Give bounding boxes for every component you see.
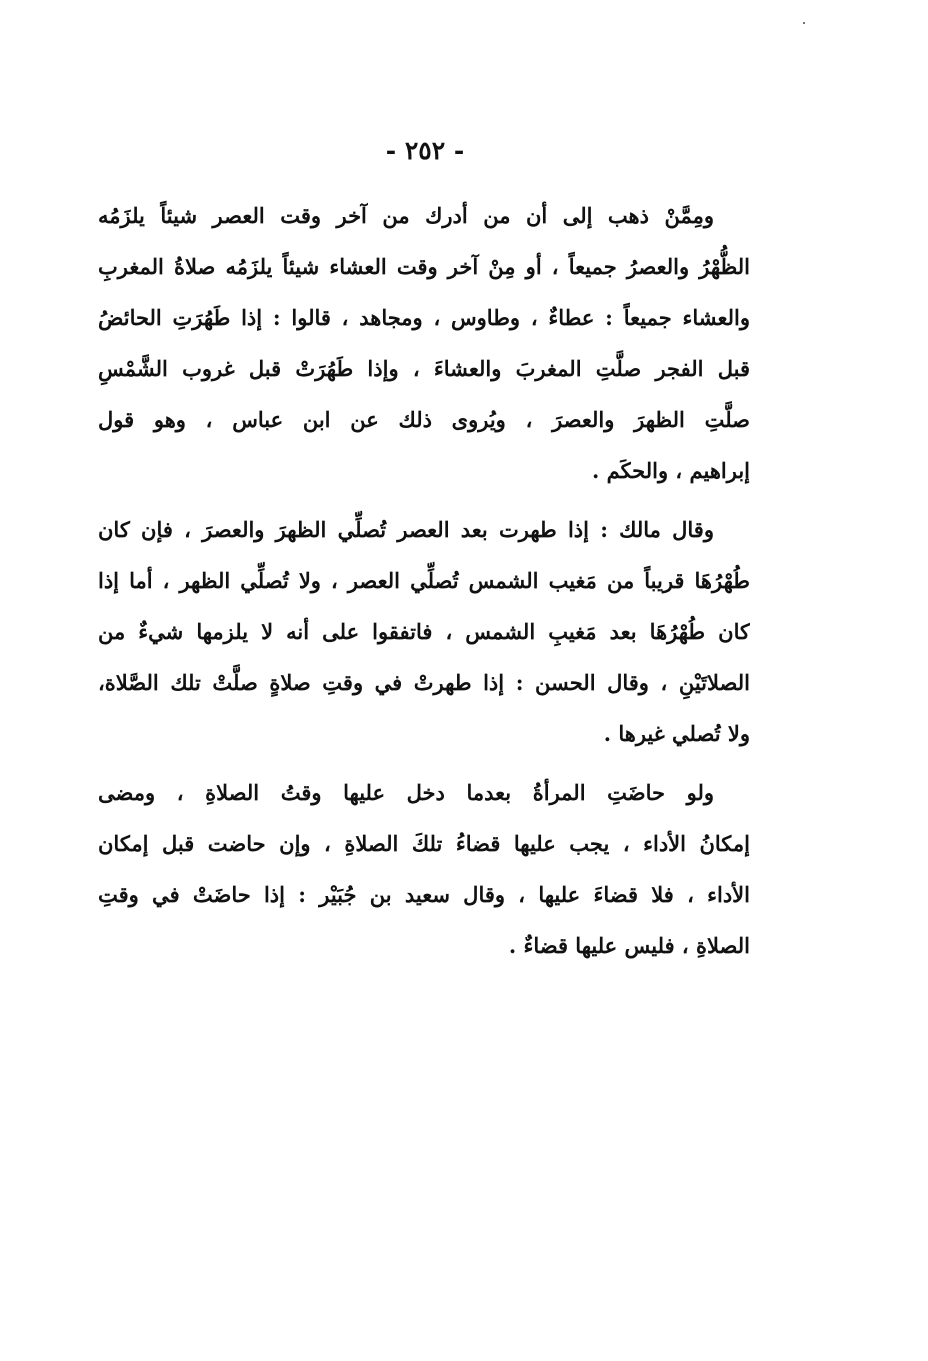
- text-line: وقال مالك : إذا طهرت بعد العصر تُصلِّي الظهرَ والعصرَ ، فإن كان: [98, 517, 714, 542]
- page-body-text: [98, 190, 750, 971]
- paragraph-3: [98, 767, 750, 971]
- text-line: قبل الفجر صلَّتِ المغربَ والعشاءَ ، وإذا طَهُرَتْ قبل غروب الشَّمْسِ: [98, 356, 750, 381]
- text-line: صلَّتِ الظهرَ والعصرَ ، ويُروى ذلك عن ابن عباس ، وهو قول: [98, 407, 750, 432]
- text-line: طُهْرُهَا قريباً من مَغيب الشمس تُصلِّي العصر ، ولا تُصلِّي الظهر ، أما إذا: [98, 568, 750, 593]
- paragraph-2: [98, 504, 750, 759]
- text-line: كان طُهْرُهَا بعد مَغيبِ الشمس ، فاتفقوا على أنه لا يلزمها شيءٌ من: [98, 619, 750, 644]
- text-line: الصلاةِ ، فليس عليها قضاءٌ .: [508, 933, 750, 958]
- text-line: والعشاء جميعاً : عطاءٌ ، وطاوس ، ومجاهد ، قالوا : إذا طَهُرَتِ الحائضُ: [98, 305, 750, 330]
- text-line: ولا تُصلي غيرها .: [603, 721, 750, 746]
- text-line: الظُّهْرُ والعصرُ جميعاً ، أو مِنْ آخر وقت العشاء شيئاً يلزَمُه صلاةُ المغربِ: [98, 254, 750, 279]
- text-line: إبراهيم ، والحكَم .: [591, 458, 750, 483]
- text-line: الصلاتَيْنِ ، وقال الحسن : إذا طهرتْ في وقتِ صلاةٍ صلَّتْ تلك الصَّلاة،: [98, 670, 750, 695]
- page-number: - ٢٥٢ -: [385, 136, 465, 165]
- text-line: ومِمَّنْ ذهب إلى أن من أدرك من آخر وقت العصر شيئاً يلزَمُه: [98, 203, 714, 228]
- text-line: إمكانُ الأداء ، يجب عليها قضاءُ تلكَ الصلاةِ ، وإن حاضت قبل إمكان: [98, 831, 750, 856]
- text-line: الأداء ، فلا قضاءَ عليها ، وقال سعيد بن جُبَيْر : إذا حاضَتْ في وقتِ: [98, 882, 750, 907]
- paragraph-1: [98, 190, 750, 496]
- scan-speck: [803, 22, 805, 24]
- text-line: ولو حاضَتِ المرأةُ بعدما دخل عليها وقتُ الصلاةِ ، ومضى: [98, 780, 714, 805]
